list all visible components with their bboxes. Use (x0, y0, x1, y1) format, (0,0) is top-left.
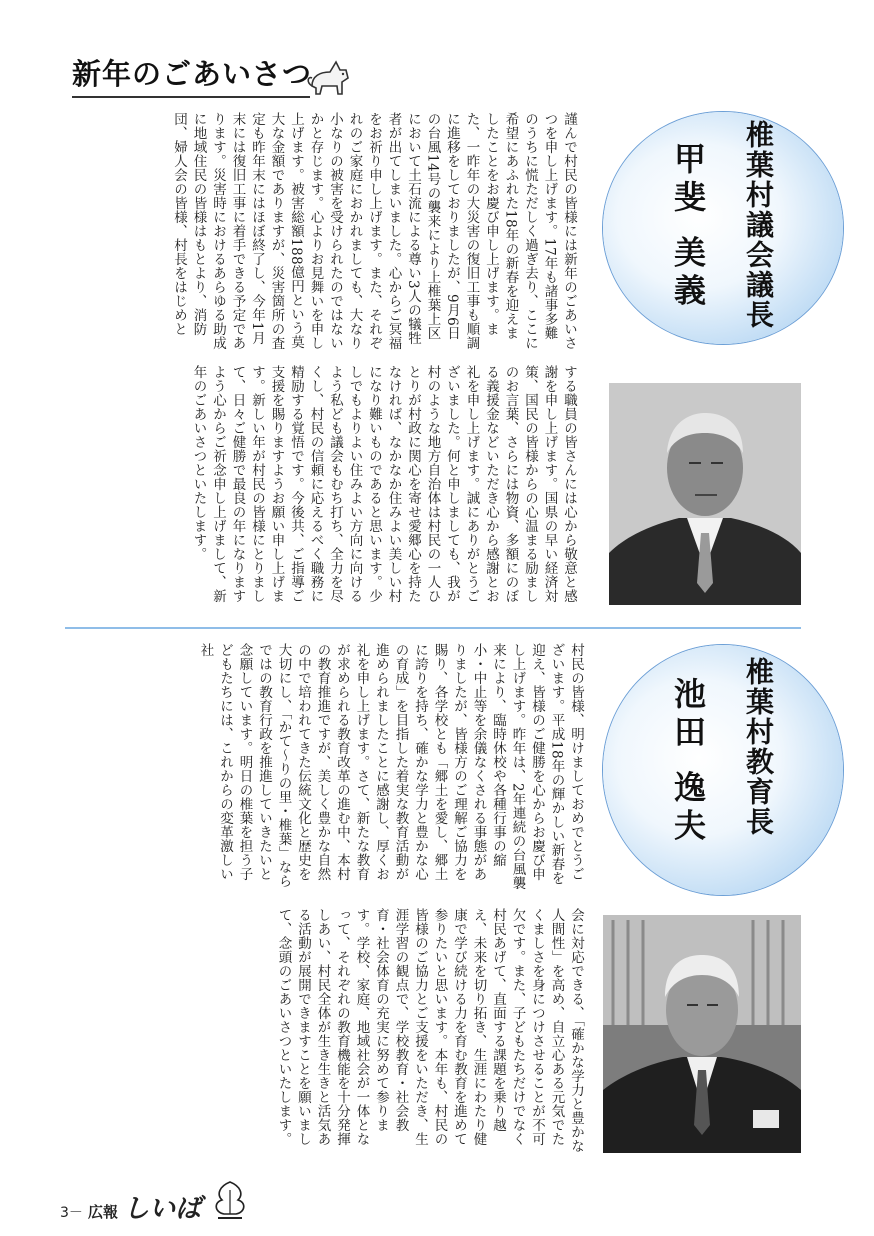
dog-illustration-icon (300, 48, 356, 104)
footer-label: 広報 (88, 1203, 119, 1221)
section-divider (65, 627, 801, 629)
speaker2-role: 椎葉村教育長 (742, 657, 775, 837)
speaker2-title-oval (603, 645, 843, 895)
title-underline (72, 96, 310, 98)
speaker1-title-oval (603, 112, 843, 344)
page-title: 新年のごあいさつ (72, 57, 313, 91)
speaker2-portrait-photo (603, 915, 801, 1153)
page-footer (60, 1188, 201, 1225)
article2-text-lower: 会に対応できる、「確かな学力と豊かな人間性」を高め、自立心ある元気でたくましさを身につけさせることが不可欠です。また、子どもたちだけでなく村民あげて、直面する課題を乗り越え、未来を切り拓き、生涯にわたり健康で学び続ける力を育む教育を進めて参りたいと思います。本年も、村民の皆様のご協力とご支援をいただき、生涯学習の観点で、学校教育・社会教育・社会体育の充実に努めて参ります。学校、家庭、地域社会が一体となって、それぞれの教育機能を十分発揮しあい、村民全体が生き生きと活気ある活動が展開できますことを願いまして、念頭のごあいさつといたします。 (275, 908, 584, 1154)
article2-text-upper: 村民の皆様、明けましておめでとうございます。平成18年の輝かしい新春を迎え、皆様のご健勝を心からお慶び申し上げます。昨年は、2年連続の台風襲来により、臨時休校や各種行事の縮小・中止等を余儀なくされる事態がありましたが、皆様方のご理解ご協力を賜り、各学校とも「郷土を愛し、郷土に誇りを持ち、確かな学力と豊かな心の育成」を目指した着実な教育活動が進められましたことに感謝し、厚くお礼を申し上げます。さて、新たな教育が求められる教育改革の進む中、本村の教育推進ですが、美しく豊かな自然の中で培われてきた伝統文化と歴史を大切にし、「かて～りの里・椎葉」ならではの教育行政を推進していきたいと念願しています。明日の椎葉を担う子どもたちには、これからの変革激しい社 (197, 643, 584, 891)
speaker1-portrait-photo (609, 383, 801, 605)
speaker1-role: 椎葉村議会議長 (742, 120, 775, 330)
footer-magazine-name: しいば (123, 1194, 202, 1224)
speaker2-name: 池田 逸夫 (669, 677, 707, 847)
article1-text-lower: する職員の皆さんには心から敬意と感謝を申し上げます。国県の早い経済対策、国民の皆様からの心温まる励ましのお言葉、さらには物資、多額にのぼる義援金などいただき心から感謝とお礼を申し上げます。誠にありがとうございました。何と申しましても、我が村のような地方自治体は村民の一人ひとりが村政に関心を寄せ愛郷心を持たなければ、なかなか住みよい美しい村になり難いものであると思います。少しでもよりよい住みよい方向に向けるよう私ども議会もむち打ち、全力を尽くし、村民の信頼に応えるべく職務に精励する覚悟です。今後共、ご指導ご支援を賜りますようお願い申し上げます。新しい年が村民の皆様にとりまして、日々ご健勝で最良の年になりますよう心からご祈念申し上げまして、新年のごあいさつといたします。 (190, 365, 577, 603)
article1-text-upper: 謹んで村民の皆様には新年のごあいさつを申し上げます。17年も諸事多難のうちに慌ただしく過ぎ去り、ここに希望にあふれた18年の新春を迎えましたことをお慶び申し上げます。また、一昨年の大災害の復旧工事も順調に進移をしておりましたが、9月6日の台風14号の襲来により上椎葉上区において土石流による尊い3人の犠牲者が出てしまいました。心からご冥福をお祈り申し上げます。また、それぞれのご家庭におかれましても、大なり小なりの被害を受けられたのではないかと存じます。心よりお見舞いを申し上げます。被害総額188億円という莫大な金額でありますが、災害箇所の査定も昨年末にはほぼ終了し、今年1月末には復旧工事に着手できる予定であります。災害時におけるあらゆる助成に地域住民の皆様はもとより、消防団、婦人会の皆様、村長をはじめと (171, 112, 577, 350)
footer-dash: － (68, 1205, 83, 1221)
page-number: 3 (60, 1205, 69, 1221)
footer-emblem-icon (210, 1178, 250, 1222)
speaker1-name: 甲斐 美義 (669, 142, 707, 312)
